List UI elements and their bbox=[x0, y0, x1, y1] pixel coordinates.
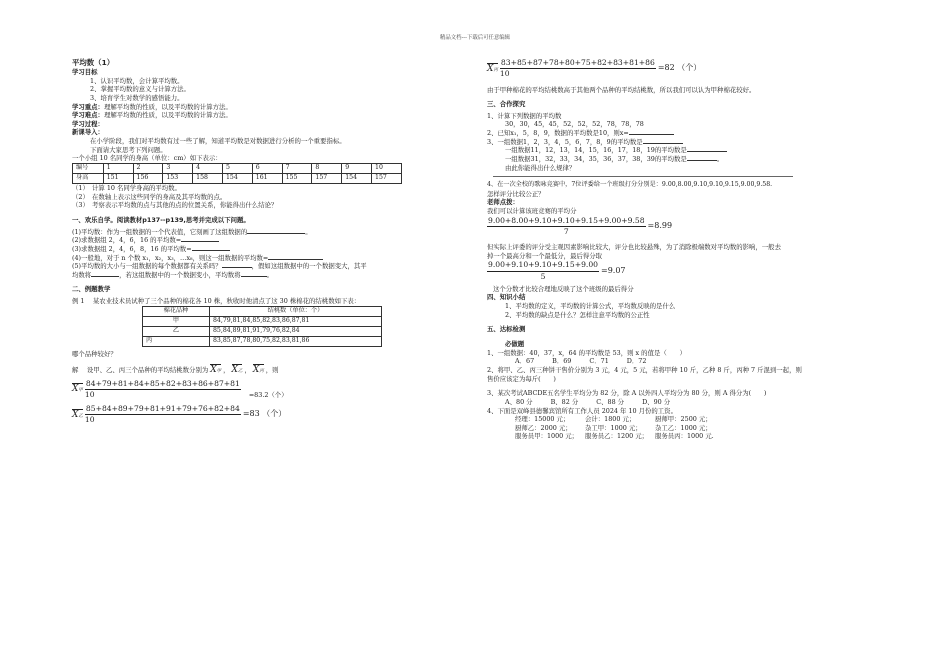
fraction-denominator: 10 bbox=[84, 389, 95, 399]
mean-x: X bbox=[72, 409, 79, 420]
wage-item: 厨师乙：2000 元； bbox=[515, 423, 572, 432]
answer-blank bbox=[643, 143, 683, 144]
goal-item: 2、掌握平均数的意义与计算方法。 bbox=[90, 85, 190, 94]
table-cell: 9 bbox=[342, 164, 372, 174]
fraction-numerator: 85+84+89+79+81+91+79+76+82+84 bbox=[85, 404, 241, 415]
table-cell: 84,79,81,84,85,82,83,86,87,81 bbox=[210, 316, 382, 326]
height-table bbox=[72, 163, 402, 184]
self-study-item: (5)平均数的大小与一组数据的每个数据都有关系吗？ bbox=[72, 262, 222, 271]
mean-subscript: 乙 bbox=[237, 369, 243, 375]
table-cell: 157 bbox=[312, 174, 342, 184]
mean-subscript: 丙 bbox=[493, 67, 498, 73]
mean-x: X bbox=[72, 384, 79, 395]
mean-symbol bbox=[253, 364, 264, 376]
answer-blank bbox=[247, 233, 305, 234]
teacher-tip-heading: 老师点拨： bbox=[487, 198, 519, 207]
section-cooperative: 三、合作探究 bbox=[487, 100, 526, 109]
table-cell: 编号 bbox=[73, 164, 104, 174]
answer-blank bbox=[687, 160, 717, 161]
table-cell: 8 bbox=[312, 164, 342, 174]
table-row bbox=[143, 306, 382, 316]
self-study-item: (2)求数据组 2，4，6，16 的平均数= bbox=[72, 236, 182, 245]
wage-item: 服务员甲：1000 元； bbox=[515, 432, 579, 441]
summary-item: 2、平均数的缺点是什么？怎样注意平均数的公正性 bbox=[505, 310, 650, 319]
section-assessment: 五、达标检测 bbox=[487, 325, 526, 334]
fraction-numerator: 84+79+81+84+85+82+83+86+87+81 bbox=[85, 379, 241, 390]
answer-blank bbox=[222, 267, 252, 268]
table-header: 结桃数（单位：个） bbox=[210, 306, 382, 316]
test-question: 1、一组数据：40，37，x，64 的平均数是 53，则 x 的值是（ ） bbox=[487, 348, 686, 357]
goal-item: 1、认识平均数，会计算平均数。 bbox=[90, 76, 184, 85]
formula-yi bbox=[72, 404, 467, 426]
left-column: 平均数（1） 学习目标 1、认识平均数，会计算平均数。 2、掌握平均数的意义与计算方法。 3、培育学生对数学的感悟能力。 学习重点：理解平均数的性质，以及平均数的计算方法。 学习难点：理解平均数的性质，以及平均数的计算方法。 学习过程： 新课导入： 在小学阶段，我们对平均数有过一些了解，知道平均数是对数据进行分析的一个重要指标。 下面请大家思考下列问题。 一个小组 10 名同学的身高（单位：cm）如下表示： 编号 1 2 3 4 5 6 7 8 9 10 身高 151 156 153 158 154 161 155 157 154 157 （1） 计算 10 名同学身高的平均数。 （2） 在数轴上表示这些同学的身高及其平均数的点。 （3） 考察表示平均数的点与其他的点的位置关系，你能得出什么结论？ 一、欢乐自学。阅读教材p137--p139,思考并完成以下问题。 (1)平均数：作为一组数据的一个代表值，它刻画了这组数据的 。 (2)求数据组 2，4，6，16 的平均数= (3)求数据组 2，4，6，8，16 的平均数= (4)一般地，对于 n 个数 x₁，x₂，x₃，…x₈，则这一组数据的平均数= (5)平均数的大小与一组数据的每个数据都有关系吗？ ，假如这组数据中的一个数据变大，其平 均数将 ，若这组数据中的一个数据变小，平均数将 。 二、例题教学 例 1 某农业技术员试种了三个品种的棉花各 10 株，秋收时他清点了这 30 株棉花的结桃数如下表： 棉花品种 结桃数（单位：个） 甲 84,79,81,84,85,82,83,86,87,81 乙 85,84,89,81,91,79,76,82,84 丙 83,85,87,78,80,75,82,83,81,86 哪个品种较好？ 解 设甲、乙、丙三个品种的平均结桃数分别为 X甲 ， X乙 ， X丙 ，则 X甲 $\frac{84+79+81+84+85+82+83+86+87+81}{10}$ =83.2（个） X乙 $\frac{85+84+89+79+81+91+79+76+82+84}{10}$ =83 （个） bbox=[72, 58, 467, 426]
table-cell: 1 bbox=[103, 164, 133, 174]
table-cell: 161 bbox=[252, 174, 282, 184]
self-study-item: (4)一般地，对于 n 个数 x₁，x₂，x₃，…x₈，则这一组数据的平均数= bbox=[72, 253, 269, 262]
process-heading: 学习过程： bbox=[72, 119, 104, 128]
summary-item: 1、平均数的定义，平均数的计算公式，平均数反映的是什么 bbox=[505, 302, 676, 311]
wage-item: 服务员丙：1000 元. bbox=[655, 432, 714, 441]
fraction bbox=[500, 58, 656, 80]
self-study-item: ，若这组数据中的一个数据变小，平均数将 bbox=[119, 270, 241, 279]
table-cell: 10 bbox=[372, 164, 402, 174]
test-question: 4、下面是双峰县德馨宾馆所有工作人员 2024 年 10 月份的工资。 bbox=[487, 406, 677, 415]
mean-subscript: 甲 bbox=[216, 369, 222, 375]
table-cell: 156 bbox=[133, 174, 163, 184]
fraction-denominator: 10 bbox=[499, 69, 510, 79]
mean-symbol bbox=[487, 63, 498, 75]
table-header: 棉花品种 bbox=[143, 306, 210, 316]
wage-item: 杂工甲：1000 元； bbox=[585, 423, 642, 432]
formula-result: =82 （个） bbox=[657, 63, 702, 73]
table-cell: 身高 bbox=[73, 174, 104, 184]
wage-item: 经理：15000 元； bbox=[515, 415, 570, 424]
formula-result: =9.07 bbox=[601, 265, 626, 275]
question-item: （3） 考察表示平均数的点与其他的点的位置关系，你能得出什么结论？ bbox=[72, 201, 278, 210]
answer-blank bbox=[268, 259, 323, 260]
table-cell: 153 bbox=[163, 174, 193, 184]
test-question: 3、某次考试ABCDE五名学生平均分为 82 分，除 A 以外四人平均分为 80 分，则 A 得分为( ) bbox=[487, 389, 767, 398]
table-row bbox=[73, 174, 402, 184]
section-self-study: 一、欢乐自学。阅读教材p137--p139,思考并完成以下问题。 bbox=[72, 215, 250, 224]
answer-blank bbox=[687, 151, 727, 152]
required-heading: 必做题 bbox=[505, 340, 525, 349]
table-cell: 7 bbox=[282, 164, 312, 174]
wage-row bbox=[515, 415, 855, 424]
answer-blank bbox=[241, 276, 267, 277]
self-study-item: (1)平均数：作为一组数据的一个代表值，它刻画了这组数据的 bbox=[72, 227, 248, 236]
solution-text: 解 设甲、乙、丙三个品种的平均结桃数分别为 bbox=[72, 366, 209, 375]
test-question: 售价应该定为每斤( ) bbox=[487, 374, 556, 383]
coop-data: 30，30，45，45，52，52，52，78，78，78 bbox=[505, 120, 644, 129]
table-row bbox=[143, 316, 382, 326]
formula-jia bbox=[72, 379, 467, 401]
key-point-text: 理解平均数的性质，以及平均数的计算方法。 bbox=[103, 102, 232, 111]
intro-heading: 新课导入： bbox=[72, 128, 104, 137]
section-summary: 四、知识小结 bbox=[487, 293, 526, 302]
fraction-denominator: 5 bbox=[540, 271, 546, 281]
fraction bbox=[85, 379, 241, 401]
formula-five bbox=[487, 260, 855, 282]
fraction-numerator: 9.00+8.00+9.10+9.10+9.15+9.00+9.58 bbox=[487, 216, 646, 227]
self-study-item: 均数将 bbox=[72, 270, 92, 279]
wage-item: 杂工乙：1000 元； bbox=[655, 423, 712, 432]
formula-bing bbox=[487, 58, 855, 80]
difficulty-label: 学习难点： bbox=[72, 111, 104, 120]
choice-list bbox=[487, 398, 855, 407]
table-row bbox=[73, 164, 402, 174]
divider-line bbox=[493, 176, 793, 177]
wage-row bbox=[515, 432, 855, 441]
table-cell: 154 bbox=[342, 174, 372, 184]
teacher-tip: 掉一个最高分和一个最低分，最后得分取 bbox=[487, 251, 603, 260]
fraction-numerator: 83+85+87+78+80+75+82+83+81+86 bbox=[500, 58, 656, 69]
wage-item: 服务员乙：1200 元； bbox=[585, 432, 649, 441]
formula-result: =83.2（个） bbox=[248, 390, 288, 399]
coop-item: 4、在一次全校的歌咏竞赛中，7位评委给一个班级打分分别是：9.00,8.00,9.10,9.10,9.15,9.00,9.58. bbox=[487, 181, 773, 189]
table-cell: 6 bbox=[252, 164, 282, 174]
table-cell: 157 bbox=[372, 174, 402, 184]
table-cell: 丙 bbox=[143, 336, 210, 346]
answer-blank bbox=[192, 250, 230, 251]
coop-item: 一组数据11，12，13，14，15，16，17，18，19的平均数是 bbox=[505, 146, 687, 155]
choice-option: D、90 分 bbox=[642, 397, 671, 406]
table-cell: 83,85,87,78,80,75,82,83,81,86 bbox=[210, 336, 382, 346]
choice-option: B．69 bbox=[552, 357, 572, 366]
mean-subscript: 甲 bbox=[78, 388, 83, 394]
intro-paragraph: 下面请大家思考下列问题。 bbox=[90, 145, 167, 154]
table-cell: 158 bbox=[193, 174, 223, 184]
table-cell: 2 bbox=[133, 164, 163, 174]
conclusion: 由于甲种棉花的平均结桃数高于其他两个品种的平均结桃数，所以我们可以认为甲种棉花较好。 bbox=[487, 85, 756, 94]
choice-option: A、80 分 bbox=[505, 397, 533, 406]
question-item: （2） 在数轴上表示这些同学的身高及其平均数的点。 bbox=[72, 192, 227, 201]
choice-option: D．72 bbox=[626, 357, 647, 366]
mean-x: X bbox=[231, 365, 238, 376]
fraction-denominator: 7 bbox=[563, 226, 569, 236]
cotton-table bbox=[142, 306, 382, 347]
fraction bbox=[487, 216, 646, 238]
mean-symbol bbox=[210, 364, 221, 376]
teacher-tip: 但实际上评委的评分受主观因素影响比较大，评分也比较悬殊，为了消除极端数对平均数的影响，一般去 bbox=[487, 243, 781, 252]
table-row bbox=[143, 336, 382, 346]
section-examples: 二、例题教学 bbox=[72, 285, 111, 294]
goal-item: 3、培育学生对数学的感悟能力。 bbox=[90, 93, 184, 102]
mean-symbol bbox=[232, 364, 243, 376]
choice-option: A．67 bbox=[515, 357, 535, 366]
which-question: 哪个品种较好？ bbox=[72, 349, 117, 358]
difficulty-text: 理解平均数的性质，以及平均数的计算方法。 bbox=[103, 111, 232, 120]
self-study-item: (3)求数据组 2，4，6，8，16 的平均数= bbox=[72, 244, 192, 253]
wage-item: 会计：1800 元； bbox=[585, 415, 636, 424]
table-cell: 85,84,89,81,91,79,76,82,84 bbox=[210, 326, 382, 336]
self-study-item: ，假如这组数据中的一个数据变大，其平 bbox=[251, 262, 367, 271]
table-cell: 155 bbox=[282, 174, 312, 184]
fraction-numerator: 9.00+9.10+9.10+9.15+9.00 bbox=[487, 260, 599, 271]
choice-option: C、88 分 bbox=[596, 397, 625, 406]
choice-option: B、82 分 bbox=[550, 397, 579, 406]
wage-item: 厨师甲：2500 元； bbox=[655, 415, 712, 424]
wage-list bbox=[487, 415, 855, 441]
goals-heading: 学习目标 bbox=[72, 67, 98, 76]
table-cell: 5 bbox=[222, 164, 252, 174]
coop-item: 3、一组数据1，2，3，4，5，6，7，8，9的平均数是 bbox=[487, 137, 643, 146]
test-question: 2、将甲、乙、丙三种饼干售价分别为 3 元，4 元，5 元，若将甲种 10 斤，乙种 8 斤，丙种 7 斤混到一起，则 bbox=[487, 365, 802, 374]
mean-x: X bbox=[487, 63, 494, 74]
coop-item: 2、已知x₁，5，8，9，数据的平均数是10，则x= bbox=[487, 129, 629, 138]
key-point-label: 学习重点： bbox=[72, 102, 104, 111]
mean-x: X bbox=[252, 365, 260, 376]
mean-x: X bbox=[210, 365, 217, 376]
mean-subscript: 乙 bbox=[78, 413, 83, 419]
table-cell: 154 bbox=[222, 174, 252, 184]
table-cell: 3 bbox=[163, 164, 193, 174]
mean-symbol bbox=[72, 383, 83, 395]
answer-blank bbox=[629, 134, 674, 135]
formula-seven bbox=[487, 216, 855, 238]
choice-option: C．71 bbox=[589, 357, 609, 366]
answer-blank bbox=[91, 276, 119, 277]
fraction-denominator: 10 bbox=[84, 415, 95, 425]
coop-item: 怎样评分比较公正？ bbox=[487, 189, 545, 198]
formula-result: =83 （个） bbox=[242, 409, 287, 419]
page-header: 精品文档---下载后可任意编辑 bbox=[439, 35, 511, 41]
mean-symbol bbox=[72, 409, 83, 421]
intro-paragraph: 在小学阶段，我们对平均数有过一些了解，知道平均数是对数据进行分析的一个重要指标。 bbox=[90, 137, 346, 146]
right-column: X丙 $\frac{83+85+87+78+80+75+82+83+81+86}{10}$ =82 （个） 由于甲种棉花的平均结桃数高于其他两个品种的平均结桃数，所以我们可以认为甲种棉花较好。 三、合作探究 1、计算下列数据的平均数 30，30，45，45，52，52，52，78，78，78 2、已知x₁，5，8，9，数据的平均数是10，则x= 3、一组数据1，2，3，4，5，6，7，8，9的平均数是 一组数据11，12，13，14，15，16，17，18，19的平均数是 一组数据31，32，33，34，35，36，37，38，39的平均数是 。 由此你能得出什么规律？ 4、在一次全校的歌咏竞赛中，7位评委给一个班级打分分别是：9.00,8.00,9.10,9.10,9.15,9.00,9.58. 怎样评分比较公正？ 老师点拨： 我们可以计算该班竞赛的平均分 $\frac{9.00+8.00+9.10+9.10+9.15+9.00+9.58}{7}$ =8.99 但实际上评委的评分受主观因素影响比较大，评分也比较悬殊，为了消除极端数对平均数的影响，一般去 掉一个最高分和一个最低分，最后得分取 $\frac{9.00+9.10+9.10+9.15+9.00}{5}$ =9.07 这个分数才比较合理地反映了这个班级的最后得分 四、知识小结 1、平均数的定义，平均数的计算公式，平均数反映的是什么 2、平均数的缺点是什么？怎样注意平均数的公正性 五、达标检测 必做题 1、一组数据：40，37，x，64 的平均数是 53，则 x 的值是（ ） A．67 B．69 C．71 D．72 2、将甲、乙、丙三种饼干售价分别为 3 元，4 元，5 元，若将甲种 10 斤，乙种 8 斤，丙种 7 斤混到一起，则 售价应该定为每斤( ) 3、某次考试ABCDE五名学生平均分为 82 分，除 A 以外四人平均分为 80 分，则 A 得分为( ) A、80 分 B、82 分 C、88 分 D、90 分 4、下面是双峰县德馨宾馆所有工作人员 2024 年 10 月份的工资。 经理：15000 元； 会计：1800 元； 厨师甲：2500 元； 厨师乙：2000 元； 杂工甲：1000 元； 杂工乙：1000 元； 服务员甲：1000 元； 服务员乙：1200 元； 服务员丙：1000 元. bbox=[487, 58, 855, 441]
table-caption: 一个小组 10 名同学的身高（单位：cm）如下表示： bbox=[72, 154, 222, 163]
coop-item: 一组数据31，32，33，34，35，36，37，38，39的平均数是 bbox=[505, 154, 687, 163]
fraction bbox=[487, 260, 599, 282]
teacher-tip: 这个分数才比较合理地反映了这个班级的最后得分 bbox=[493, 284, 634, 293]
choice-list bbox=[487, 357, 855, 366]
fraction bbox=[85, 404, 241, 426]
teacher-tip: 我们可以计算该班竞赛的平均分 bbox=[487, 206, 577, 215]
mean-subscript: 丙 bbox=[259, 369, 264, 375]
question-item: （1） 计算 10 名同学身高的平均数。 bbox=[72, 184, 181, 193]
table-cell: 151 bbox=[103, 174, 133, 184]
example-1: 例 1 某农业技术员试种了三个品种的棉花各 10 株，秋收时他清点了这 30 株棉花的结桃数如下表： bbox=[72, 297, 361, 306]
table-cell: 4 bbox=[193, 164, 223, 174]
table-row bbox=[143, 326, 382, 336]
lesson-title: 平均数（1） bbox=[72, 58, 115, 67]
formula-result: =8.99 bbox=[647, 220, 673, 230]
coop-item: 1、计算下列数据的平均数 bbox=[487, 111, 562, 120]
table-cell: 甲 bbox=[143, 316, 210, 326]
answer-blank bbox=[181, 241, 219, 242]
table-cell: 乙 bbox=[143, 326, 210, 336]
coop-item: 由此你能得出什么规律？ bbox=[505, 163, 576, 172]
solution-text: ，则 bbox=[265, 366, 279, 375]
